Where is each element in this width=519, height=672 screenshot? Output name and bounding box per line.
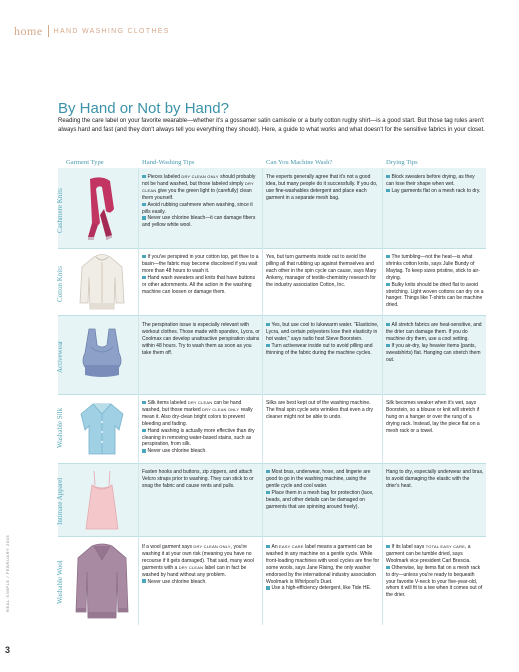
tip-paragraph xyxy=(142,428,260,449)
tip-text: Avoid rubbing cashmere when washing, since it pills easily. xyxy=(142,201,253,215)
tip-text: Fasten hooks and buttons, zip zippers, and attach Velcro straps prior to washing. They can stick to or snag the fabric and cause rents and pulls. xyxy=(142,469,254,489)
tip-text: Never use chlorine bleach. xyxy=(147,578,207,585)
tip-text: All stretch fabrics are heat-sensitive, and the drier can damage them. If you do machine dry them, use a cool setting. xyxy=(386,322,482,342)
tip-text: Hand washing is actually more effective than dry cleaning in removing water-based stains, such as perspiration, from silk. xyxy=(142,427,255,448)
square-bullet-icon xyxy=(142,449,146,453)
cell-silk-drying xyxy=(386,400,484,435)
tip-text: If a wool garment says xyxy=(142,544,194,550)
square-bullet-icon xyxy=(142,216,146,220)
care-label-text: EASY CARE xyxy=(279,544,304,549)
tip-paragraph xyxy=(142,215,260,229)
tip-paragraph xyxy=(266,400,380,421)
tip-text: Hang to dry, especially underwear and bras, to avoid damaging the elastic with the drier's heat. xyxy=(386,469,484,489)
column-heading-hand: Hand-Washing Tips xyxy=(142,159,195,166)
square-bullet-icon xyxy=(266,344,270,348)
tip-paragraph xyxy=(142,174,260,202)
tip-text: If you've perspired in your cotton top, get thee to a basin—the fabric may become discolored if you wait more than 48 hours to wash it. xyxy=(142,254,259,274)
square-bullet-icon xyxy=(266,323,270,327)
tip-paragraph xyxy=(142,400,260,428)
cell-cotton-hand xyxy=(142,254,260,295)
column-heading-drying: Drying Tips xyxy=(386,159,418,166)
tip-paragraph xyxy=(142,275,260,296)
tip-text: Pieces labeled xyxy=(147,174,182,180)
tip-text: If you air-dry, lay heavier items (pants, sweatshirts) flat. Hanging can stretch them out. xyxy=(386,342,481,363)
garment-label-wool: Washable Wool xyxy=(56,560,64,604)
page-header xyxy=(14,24,184,38)
garment-label-activewear: Activewear xyxy=(56,340,64,373)
tip-paragraph xyxy=(266,469,380,490)
tip-text: Yes, but use cool to lukewarm water. "Elasticine, Lycra, and certain polyesters lose their elasticity in hot water," says radio host Steve Boorstein. xyxy=(266,322,379,342)
cell-wool-hand xyxy=(142,544,260,585)
page-number: 3 xyxy=(5,645,11,655)
tip-text: Use a high-efficiency detergent, like Tide HE. xyxy=(271,585,372,592)
tip-paragraph xyxy=(266,585,380,592)
tip-text: The tumbling—not the heat—is what shrinks cotton knits, says Julie Bundy of Maytag. To keep sizes pristine, stick to air-drying. xyxy=(386,254,480,281)
tip-paragraph xyxy=(386,282,484,310)
square-bullet-icon xyxy=(142,429,146,433)
tip-paragraph xyxy=(142,544,260,579)
square-bullet-icon xyxy=(266,545,270,549)
tip-text: An xyxy=(271,544,280,550)
tip-paragraph xyxy=(142,579,260,586)
square-bullet-icon xyxy=(386,283,390,287)
square-bullet-icon xyxy=(266,586,270,590)
wool-sweater-icon xyxy=(72,540,132,622)
tip-paragraph xyxy=(386,174,484,188)
tip-paragraph xyxy=(386,254,484,282)
square-bullet-icon xyxy=(386,344,390,348)
section-title: HAND WASHING CLOTHES xyxy=(53,27,170,35)
care-label-text: TOTAL EASY CARE xyxy=(425,544,465,549)
tip-paragraph xyxy=(266,254,380,289)
square-bullet-icon xyxy=(142,175,146,179)
square-bullet-icon xyxy=(386,255,390,259)
tip-paragraph xyxy=(142,448,260,455)
square-bullet-icon xyxy=(142,579,146,583)
square-bullet-icon xyxy=(142,401,146,405)
tip-paragraph xyxy=(266,343,380,357)
header-divider xyxy=(48,25,49,37)
care-label-text: DRY CLEAN ONLY xyxy=(181,174,219,179)
square-bullet-icon xyxy=(386,175,390,179)
tip-text: If its label says xyxy=(391,544,426,550)
tip-paragraph xyxy=(386,322,484,343)
cashmere-scarf-icon xyxy=(80,175,125,241)
cell-cashmere-machine xyxy=(266,174,380,202)
cell-intimate-drying xyxy=(386,469,484,490)
cell-activewear-drying xyxy=(386,322,484,363)
tip-text: Never use chlorine bleach—it can damage fibers and yellow white wool. xyxy=(142,215,256,229)
square-bullet-icon xyxy=(142,203,146,207)
column-divider xyxy=(262,168,263,625)
cell-activewear-hand xyxy=(142,322,260,357)
tip-paragraph xyxy=(386,565,484,600)
tip-paragraph xyxy=(142,322,260,357)
tip-paragraph xyxy=(142,469,260,490)
garment-label-cotton: Cotton Knits xyxy=(56,266,64,302)
square-bullet-icon xyxy=(266,491,270,495)
care-label-text: DRY CLEAN xyxy=(142,180,254,193)
square-bullet-icon xyxy=(386,566,390,570)
silk-blouse-icon xyxy=(77,400,127,458)
cell-wool-drying xyxy=(386,544,484,599)
tip-paragraph xyxy=(386,343,484,364)
care-label-text: DRY CLEAN xyxy=(187,400,213,405)
cell-wool-machine xyxy=(266,544,380,592)
tip-text: Yes, but turn garments inside out to avoid the pilling all that rubbing up against themselves and each other in the spin cycle can cause, says Mary Ankeny, manager of textile-chemistry research for the industry association Cotton, Inc. xyxy=(266,254,377,288)
sports-bra-icon xyxy=(77,327,127,383)
square-bullet-icon xyxy=(386,189,390,193)
tip-text: Turn activewear inside out to avoid pilling and thinning of the fabric during the machine cycles. xyxy=(266,342,373,356)
tip-text: Block sweaters before drying, as they can lose their shape when wet. xyxy=(386,174,475,187)
tip-text: Place them in a mesh bag for protection (lace, beads, and other details can be damaged on garments that are spinning around freely). xyxy=(266,489,374,510)
tip-text: label can in fact be washed by hand without any problem. xyxy=(142,564,247,578)
square-bullet-icon xyxy=(142,276,146,280)
cotton-cardigan-icon xyxy=(78,253,126,311)
article-intro: Reading the care label on your favorite wearable—whether it's a gossamer satin camisole or a burly cotton rugby shirt—is a good start. But those tag rules aren't always hard and fast (and they don't always tell you everything they should). Here, a guide to what works and what doesn't for the sensitive fabrics in your closet. xyxy=(58,118,485,134)
care-label-text: DRY CLEAN ONLY xyxy=(193,544,231,549)
tip-paragraph xyxy=(266,322,380,343)
tip-text: Silk becomes weaker when it's wet, says Boorstein, so a blouse or knit will stretch if hung on a hanger or over the rung of a drying rack. Instead, lay the piece flat on a mesh rack or a towel. xyxy=(386,400,480,434)
tip-text: Hand wash sweaters and knits that have buttons or other adornments. All the action in the washing machine can loosen or damage them. xyxy=(142,274,256,295)
cell-cotton-machine xyxy=(266,254,380,289)
tip-text: , a garment can be tumble dried, says Woolmark vice president Carl Brescia. xyxy=(386,544,471,564)
square-bullet-icon xyxy=(386,323,390,327)
tip-paragraph xyxy=(386,544,484,565)
care-label-text: DRY CLEAN xyxy=(178,564,204,570)
tip-text: Never use chlorine bleach. xyxy=(147,448,207,455)
tip-text: Most bras, underwear, hose, and lingerie are good to go in the washing machine, using the gentle cycle and cool water. xyxy=(266,469,371,489)
column-heading-garment: Garment Type xyxy=(66,159,104,166)
cell-cashmere-drying xyxy=(386,174,484,195)
tip-text: The perspiration issue is especially relevant with workout clothes. Those made with spandex, Lycra, or Coolmax can develop unattractive perspiration stains within 48 hours. Try to wash them as soon as you take them off. xyxy=(142,322,260,356)
tip-paragraph xyxy=(266,174,380,202)
cell-intimate-machine xyxy=(266,469,380,510)
garment-label-cashmere: Cashmere Knits xyxy=(56,188,64,233)
section-name: home xyxy=(14,23,43,38)
square-bullet-icon xyxy=(266,470,270,474)
tip-paragraph xyxy=(386,400,484,435)
tip-text: Bulky knits should be dried flat to avoid stretching. Light woven cottons can dry on a hanger. Things like T-shirts can be machine dried. xyxy=(386,281,484,309)
tip-text: Silks are best kept out of the washing machine. The final spin cycle sets wrinkles that even a dry cleaner might not be able to undo. xyxy=(266,400,373,420)
camisole-icon xyxy=(82,469,122,531)
issue-credit: REAL SIMPLE / FEBRUARY 2005 xyxy=(5,534,10,612)
tip-text: Lay garments flat on a mesh rack to dry. xyxy=(391,187,481,194)
cell-intimate-hand xyxy=(142,469,260,490)
column-divider xyxy=(382,168,383,625)
tip-paragraph xyxy=(266,544,380,585)
tip-text: should probably not be hand washed, but those labeled simply xyxy=(142,174,256,187)
tip-text: can be hand washed, but those marked xyxy=(142,400,242,413)
tip-text: , you're washing it at your own risk (meaning you have no recourse if it gets damaged). That said, many wool garments with a xyxy=(142,544,254,571)
tip-text: really mean it. Also dry-clean bright colors to prevent bleeding and fading. xyxy=(142,406,253,427)
article-title: By Hand or Not by Hand? xyxy=(58,100,229,117)
tip-paragraph xyxy=(142,202,260,216)
cell-cashmere-hand xyxy=(142,174,260,229)
tip-text: Otherwise, lay items flat on a mesh rack to dry—unless you're ready to bequeath your favorite V-neck to your five-year-old, whom it will fit to a tee when it comes out of the drier. xyxy=(386,564,483,599)
garment-label-silk: Washable Silk xyxy=(56,407,64,448)
cell-cotton-drying xyxy=(386,254,484,309)
tip-text: The experts generally agree that it's not a good idea, but many people do it successfully. If you do, use fine-washables detergent and place each garment in a separate mesh bag. xyxy=(266,174,378,201)
tip-paragraph xyxy=(386,188,484,195)
cell-activewear-machine xyxy=(266,322,380,357)
column-heading-machine: Can You Machine Wash? xyxy=(266,159,333,166)
tip-paragraph xyxy=(266,490,380,511)
cell-silk-hand xyxy=(142,400,260,455)
tip-paragraph xyxy=(386,469,484,490)
garment-label-intimate: Intimate Apparel xyxy=(56,477,64,525)
square-bullet-icon xyxy=(386,545,390,549)
care-label-text: DRY CLEAN ONLY xyxy=(202,406,240,412)
column-divider xyxy=(138,168,139,625)
tip-text: Silk items labeled xyxy=(147,400,188,406)
tip-paragraph xyxy=(142,254,260,275)
tip-text: give you the green light to (carefully) clean them yourself. xyxy=(142,187,252,201)
cell-silk-machine xyxy=(266,400,380,421)
tip-text: label means a garment can be washed in any machine on a gentle cycle. While front-loading machines with wool cycles are fine for some wools, says Jane Rising, the only washer endorsed by the international industry association Woolmark is Whirlpool's Duet. xyxy=(266,544,380,585)
square-bullet-icon xyxy=(142,255,146,259)
